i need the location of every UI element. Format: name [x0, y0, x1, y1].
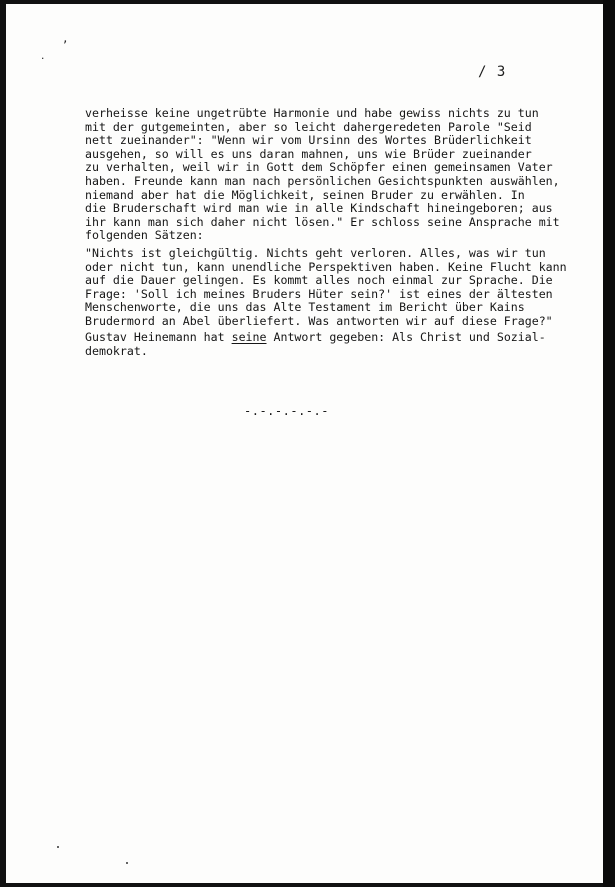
paragraph1-line: nett zueinander": "Wenn wir vom Ursinn des Wortes Brüderlichkeit	[85, 133, 532, 148]
conclusion-line-1	[85, 331, 585, 345]
page-number: / 3	[478, 64, 507, 80]
paragraph1-line: mit der gutgemeinten, aber so leicht dahergeredeten Parole "Seid	[85, 119, 532, 134]
paragraph1-line: ihr kann man sich daher nicht lösen." Er schloss seine Ansprache mit	[85, 214, 560, 229]
paragraph2-line: Menschenworte, die uns das Alte Testament im Bericht über Kains	[85, 300, 525, 315]
paragraph1-line: folgenden Sätzen:	[85, 228, 204, 243]
scan-speck	[57, 846, 59, 848]
paragraph-closing-quote	[85, 247, 585, 329]
paragraph1-line: haben. Freunde kann man nach persönlichen Gesichtspunkten auswählen,	[85, 173, 560, 188]
scan-mark-top-left: ,	[62, 32, 69, 45]
paragraph2-line: Frage: 'Soll ich meines Bruders Hüter sein?' ist eines der ältesten	[85, 286, 553, 301]
end-of-text-mark: -.-.-.-.-.-	[244, 404, 329, 418]
scan-speck	[126, 862, 128, 864]
paragraph1-line: niemand aber hat die Möglichkeit, seinen Bruder zu erwählen. In	[85, 187, 525, 202]
conclusion-text-start: Gustav Heinemann hat	[85, 330, 232, 344]
paragraph1-line: ausgehen, so will es uns daran mahnen, uns wie Brüder zueinander	[85, 146, 532, 161]
paragraph2-line: "Nichts ist gleichgültig. Nichts geht verloren. Alles, was wir tun	[85, 246, 546, 260]
paragraph1-line: verheisse keine ungetrübte Harmonie und habe gewiss nichts zu tun	[85, 106, 539, 120]
paragraph2-line: Brudermord an Abel überliefert. Was antworten wir auf diese Frage?"	[85, 313, 553, 328]
conclusion-text-end: Antwort gegeben: Als Christ und Sozial-	[266, 330, 546, 344]
emphasized-word: seine	[231, 330, 267, 344]
conclusion-line-2: demokrat.	[85, 343, 148, 358]
paragraph1-line: die Bruderschaft wird man wie in alle Kindschaft hineingeboren; aus	[85, 201, 553, 216]
scan-mark-left: .	[40, 52, 46, 62]
paragraph-conclusion	[85, 331, 585, 358]
paragraph-quote-intro	[85, 107, 585, 243]
paragraph2-line: auf die Dauer gelingen. Es kommt alles noch einmal zur Sprache. Die	[85, 273, 553, 288]
paper-sheet	[6, 4, 603, 883]
paragraph1-line: zu verhalten, weil wir in Gott dem Schöpfer einen gemeinsamen Vater	[85, 160, 553, 175]
scan-border-right	[603, 0, 615, 887]
paragraph2-line: oder nicht tun, kann unendliche Perspektiven haben. Keine Flucht kann	[85, 259, 567, 274]
